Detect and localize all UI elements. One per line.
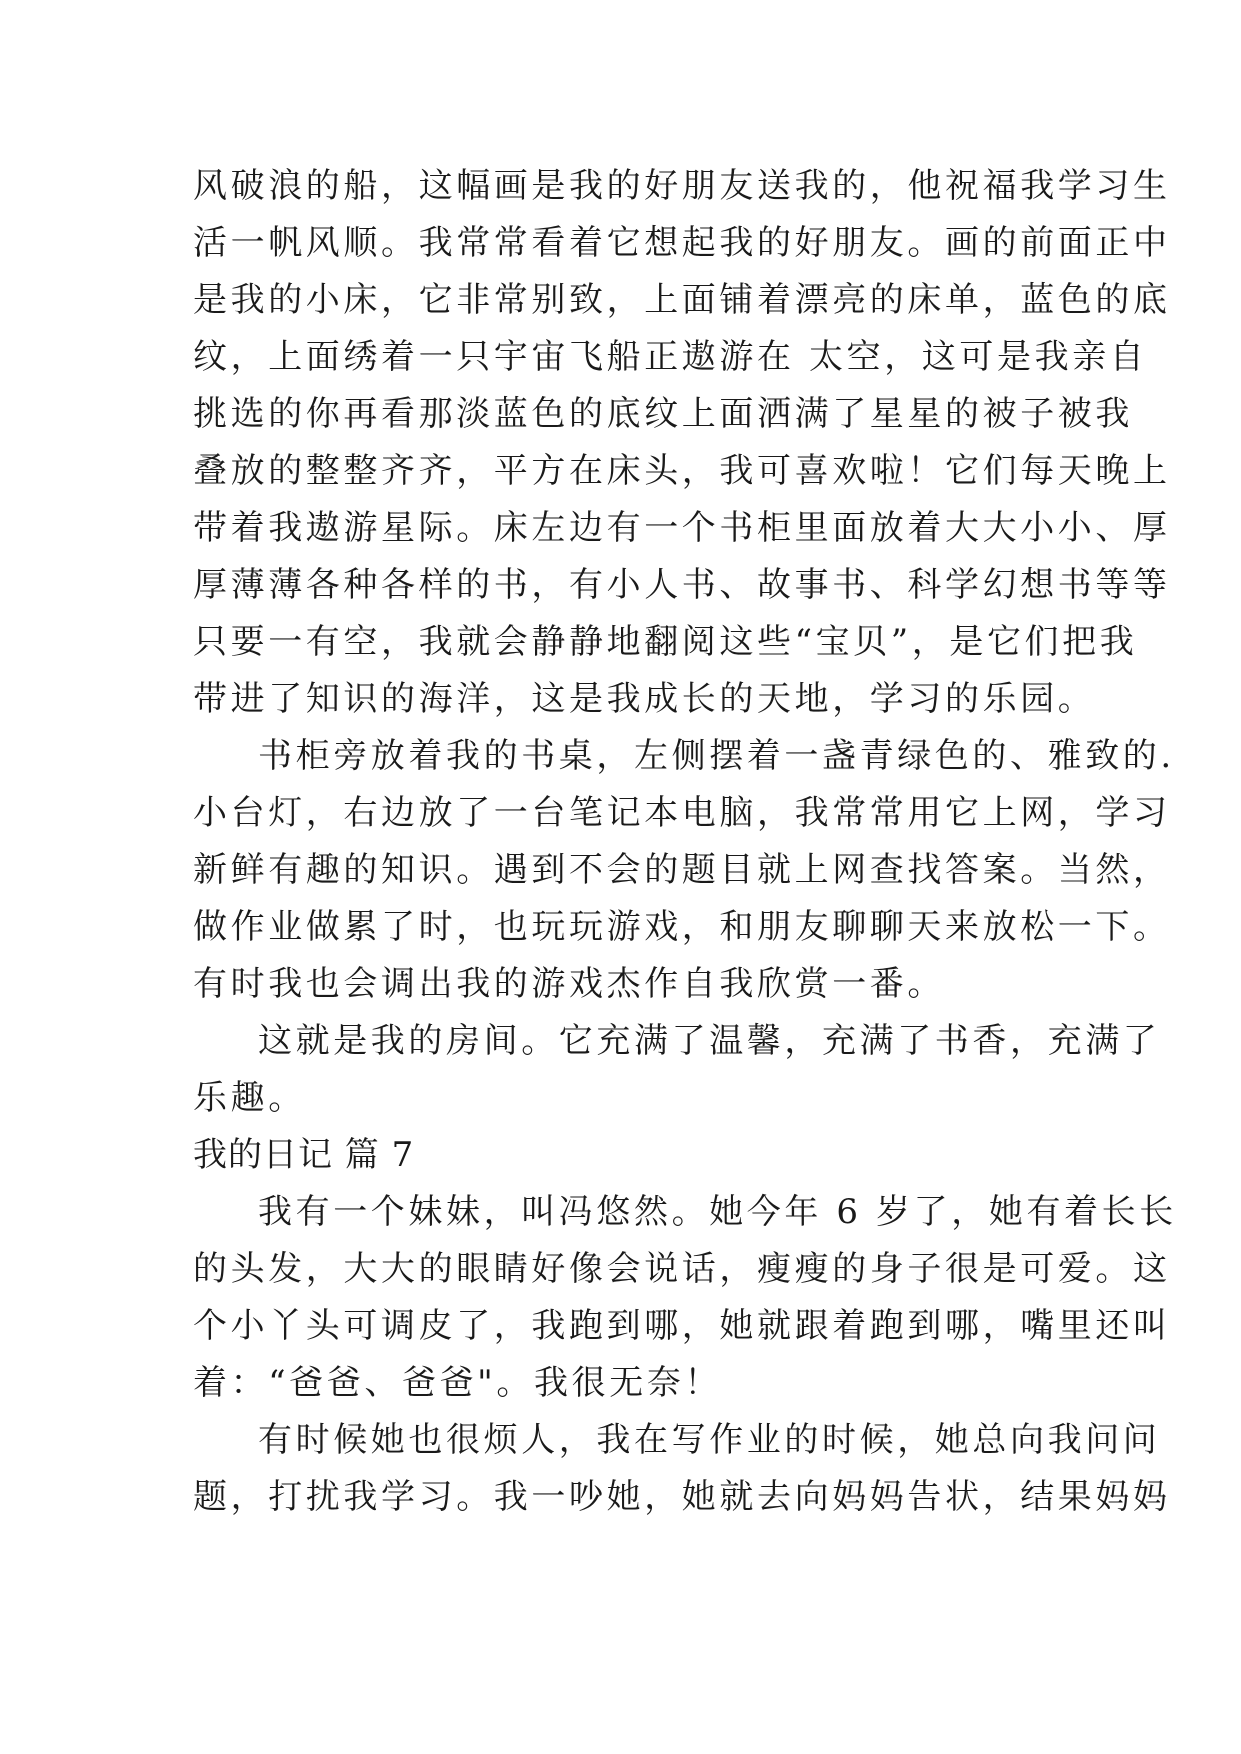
text-line: 风破浪的船，这幅画是我的好朋友送我的，他祝福我学习生: [193, 166, 1171, 206]
text-line: 只要一有空，我就会静静地翻阅这些“宝贝”，是它们把我: [193, 622, 1138, 662]
text-line: 是我的小床，它非常别致，上面铺着漂亮的床单，蓝色的底: [193, 280, 1171, 320]
text-line: 纹，上面绣着一只宇宙飞船正遨游在 太空，这可是我亲自: [193, 337, 1148, 377]
paragraph-first-line: 我有一个妹妹，叫冯悠然。她今年 6 岁了，她有着长长: [258, 1192, 1177, 1232]
text-line: 题，打扰我学习。我一吵她，她就去向妈妈告状，结果妈妈: [193, 1477, 1171, 1517]
text-line: 着：“爸爸、爸爸"。我很无奈！: [193, 1363, 723, 1403]
paragraph-first-line: 书柜旁放着我的书桌，左侧摆着一盏青绿色的、雅致的.: [258, 736, 1175, 776]
text-line: 个小丫头可调皮了，我跑到哪，她就跟着跑到哪，嘴里还叫: [193, 1306, 1171, 1346]
text-line: 活一帆风顺。我常常看着它想起我的好朋友。画的前面正中: [193, 223, 1171, 263]
text-line: 小台灯，右边放了一台笔记本电脑，我常常用它上网，学习: [193, 793, 1171, 833]
paragraph-first-line: 有时候她也很烦人，我在写作业的时候，她总向我问问: [258, 1420, 1161, 1460]
text-line: 的头发，大大的眼睛好像会说话，瘦瘦的身子很是可爱。这: [193, 1249, 1171, 1289]
text-line: 带着我遨游星际。床左边有一个书柜里面放着大大小小、厚: [193, 508, 1171, 548]
text-line: 新鲜有趣的知识。遇到不会的题目就上网查找答案。当然，: [193, 850, 1171, 890]
text-line: 有时我也会调出我的游戏杰作自我欣赏一番。: [193, 964, 945, 1004]
text-line: 做作业做累了时，也玩玩游戏，和朋友聊聊天来放松一下。: [193, 907, 1171, 947]
text-line: 带进了知识的海洋，这是我成长的天地，学习的乐园。: [193, 679, 1096, 719]
text-line: 厚薄薄各种各样的书，有小人书、故事书、科学幻想书等等: [193, 565, 1171, 605]
text-line: 叠放的整整齐齐，平方在床头，我可喜欢啦！它们每天晚上: [193, 451, 1171, 491]
text-line: 挑选的你再看那淡蓝色的底纹上面洒满了星星的被子被我: [193, 394, 1133, 434]
text-line: 乐趣。: [193, 1078, 306, 1118]
paragraph-first-line: 这就是我的房间。它充满了温馨，充满了书香，充满了: [258, 1021, 1161, 1061]
section-heading: 我的日记 篇 7: [193, 1135, 415, 1175]
